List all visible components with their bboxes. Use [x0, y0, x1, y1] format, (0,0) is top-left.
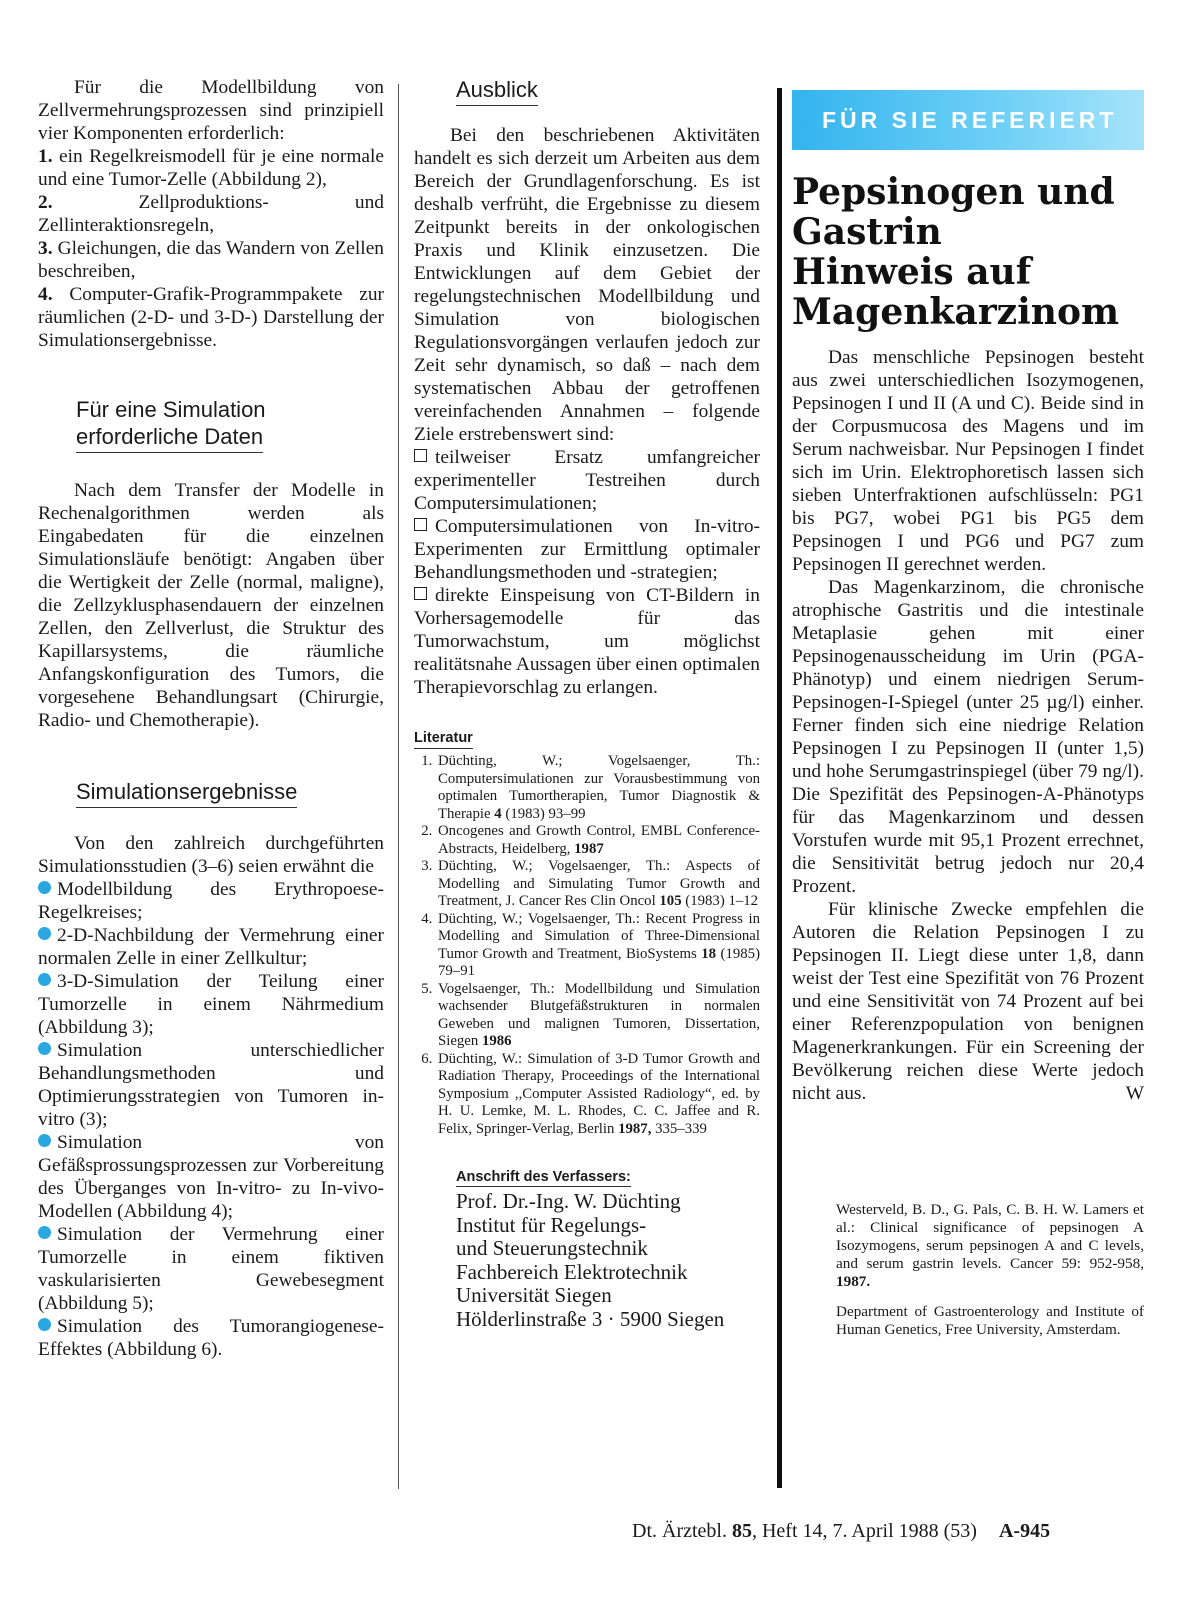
- page-number: A-945: [998, 1520, 1051, 1542]
- bullet-dot-icon: [38, 973, 51, 986]
- bullet-dot-icon: [38, 1226, 51, 1239]
- article-paragraph: Das menschliche Pepsinogen besteht aus zwei unterschiedlichen Isozymogenen, Pepsinogen I und II (A und C). Beide sind in der Corpusmucosa des Magens und im Serum nachweisbar. Nur Pepsinogen I findet sich im Urin. Elektrophoretisch lassen sich sieben Unterfraktionen aufschlüsseln: PG1 bis PG7, wobei PG1 bis PG5 dem Pepsinogen I und PG6 und PG7 zum Pepsinogen II gerechnet werden.: [792, 347, 1144, 575]
- list-item: Simulation des Tumorangiogenese-Effektes (Abbildung 6).: [38, 1316, 384, 1360]
- bullet-dot-icon: [38, 927, 51, 940]
- component-item: 3. Gleichungen, die das Wandern von Zellen beschreiben,: [38, 238, 384, 282]
- article-paragraph: Das Magenkarzinom, die chronische atrophische Gastritis und die intestinale Metaplasie gehen mit einer Pepsinogenausscheidung im Urin (PGA-Phänotyp) und einem niedrigen Serum-Pepsinogen-I-Spiegel (unter 25 µg/l) einher. Ferner finden sich eine niedrige Relation Pepsinogen I zu Pepsinogen II (unter 1,5) und hohe Serumgastrinspiegel (über 79 ng/l). Die Spezifität des Pepsinogen-A-Phänotyps für das Magenkarzinom und dessen Vorstufen wurde mit 95,1 Prozent errechnet, die Sensitivität betrug jedoch nur 20,4 Prozent.: [792, 577, 1144, 897]
- reference-item: 4. Düchting, W.; Vogelsaenger, Th.: Recent Progress in Modelling and Simulation of Three-Dimensional Tumor Growth and Treatment, BioSystems 18 (1985) 79–91: [436, 911, 760, 981]
- article-headline: Pepsinogen und Gastrin Hinweis auf Magenkarzinom: [792, 171, 1120, 333]
- source-department: Department of Gastroenterology and Institute of Human Genetics, Free University, Amsterdam.: [836, 1303, 1144, 1338]
- checkbox-square-icon: [414, 449, 427, 462]
- column-middle: [414, 76, 760, 1331]
- simulation-list: [38, 878, 384, 1361]
- section-divider: [777, 88, 782, 1488]
- source-block: [836, 1201, 1144, 1339]
- column-left: [38, 76, 384, 1361]
- component-item: 1. ein Regelkreismodell für je eine normale und eine Tumor-Zelle (Abbildung 2),: [38, 146, 384, 190]
- banner-label: FÜR SIE REFERIERT: [822, 106, 1118, 133]
- list-item: 3-D-Simulation der Teilung einer Tumorzelle in einem Nährmedium (Abbildung 3);: [38, 971, 384, 1038]
- goal-list: [414, 446, 760, 699]
- reference-item: 6. Düchting, W.: Simulation of 3-D Tumor Growth and Radiation Therapy, Proceedings of the International Symposium ,,Computer Assisted Radiology“, ed. by H. U. Lemke, M. L. Rhodes, C. C. Jaffee and R. Felix, Springer-Verlag, Berlin 1987, 335–339: [436, 1051, 760, 1139]
- list-item: 2-D-Nachbildung der Vermehrung einer normalen Zelle in einer Zellkultur;: [38, 925, 384, 969]
- checkbox-square-icon: [414, 587, 427, 600]
- bullet-dot-icon: [38, 881, 51, 894]
- literature-section: [414, 729, 760, 1138]
- list-item: Simulation unterschiedlicher Behandlungsmethoden und Optimierungsstrategien von Tumoren in-vitro (3);: [38, 1040, 384, 1130]
- column-right: [792, 90, 1144, 1339]
- literature-heading: Literatur: [414, 730, 473, 749]
- list-item: Simulation der Vermehrung einer Tumorzelle in einem fiktiven vaskularisierten Gewebesegment (Abbildung 5);: [38, 1224, 384, 1314]
- list-item: teilweiser Ersatz umfangreicher experimenteller Testreihen durch Computersimulationen;: [414, 447, 760, 514]
- component-list: [38, 145, 384, 352]
- list-item: Computersimulationen von In-vitro-Experimenten zur Ermittlung optimaler Behandlungsmethoden und -strategien;: [414, 516, 760, 583]
- article-paragraph: Für klinische Zwecke empfehlen die Autoren die Relation Pepsinogen I zu Pepsinogen II. Liegt diese unter 1,8, dann weist der Test eine Spezifität von 76 Prozent und eine Sensitivität von 74 Prozent auf bei einer Referenzpopulation von benignen Magenerkrankungen. Für ein Screening der Bevölkerung reichen diese Werte jedoch nicht aus. W: [792, 899, 1144, 1104]
- address-line: und Steuerungstechnik: [456, 1236, 648, 1260]
- reference-item: 5. Vogelsaenger, Th.: Modellbildung und Simulation wachsender Blutgefäßstrukturen in normalen Geweben und malignen Tumoren, Dissertation, Siegen 1986: [436, 981, 760, 1051]
- page-footer: Dt. Ärztebl. 85, Heft 14, 7. April 1988 (53) A-945: [632, 1520, 1051, 1542]
- list-item: direkte Einspeisung von CT-Bildern in Vorhersagemodelle für das Tumorwachstum, um möglichst realitätsnahe Aussagen über einen optimalen Therapievorschlag zu erlangen.: [414, 585, 760, 698]
- address-line: Fachbereich Elektrotechnik: [456, 1259, 688, 1284]
- reference-item: 2. Oncogenes and Growth Control, EMBL Conference-Abstracts, Heidelberg, 1987: [436, 823, 760, 858]
- author-signature: W: [1125, 1083, 1144, 1104]
- checkbox-square-icon: [414, 518, 427, 531]
- intro-paragraph: Für die Modellbildung von Zellvermehrungsprozessen sind prinzipiell vier Komponenten erforderlich:: [38, 77, 384, 144]
- daten-paragraph: Nach dem Transfer der Modelle in Rechenalgorithmen werden als Eingabedaten für die einzelnen Simulationsläufe benötigt: Angaben über die Wertigkeit der Zelle (normal, maligne), die Zellzyklusphasendauern der einzelnen Zellen, den Zellverlust, die Struktur des Kapillarsystems, die räumliche Anfangskonfiguration des Tumors, die vorgesehene Behandlungsart (Chirurgie, Radio- und Chemotherapie).: [38, 480, 384, 731]
- heading-daten: Für eine Simulation erforderliche Daten: [76, 396, 384, 453]
- reference-item: 3. Düchting, W.; Vogelsaenger, Th.: Aspects of Modelling and Simulating Tumor Growth and Treatment, J. Cancer Res Clin Oncol 105 (1983) 1–12: [436, 858, 760, 911]
- column-divider: [398, 84, 399, 1489]
- section-banner: [792, 90, 1144, 150]
- bullet-dot-icon: [38, 1042, 51, 1055]
- component-item: 4. Computer-Grafik-Programmpakete zur räumlichen (2-D- und 3-D-) Darstellung der Simulationsergebnisse.: [38, 284, 384, 351]
- list-item: Simulation von Gefäßsprossungsprozessen zur Vorbereitung des Überganges von In-vitro- zu In-vivo-Modellen (Abbildung 4);: [38, 1132, 384, 1222]
- reference-list: [414, 753, 760, 1138]
- ausblick-paragraph: Bei den beschriebenen Aktivitäten handelt es sich derzeit um Arbeiten aus dem Bereich der Grundlagenforschung. Es ist deshalb verfrüht, die Ergebnisse zu diesem Zeitpunkt bereits in der onkologischen Praxis und Klinik einzusetzen. Die Entwicklungen auf dem Gebiet der regelungstechnischen Modellbildung und Simulation von biologischen Regulationsvorgängen verlaufen jedoch zur Zeit sehr dynamisch, so daß – nach dem systematischen Abbau der getroffenen vereinfachenden Annahmen – folgende Ziele erstrebenswert sind:: [414, 125, 760, 445]
- reference-item: 1. Düchting, W.; Vogelsaenger, Th.: Computersimulationen zur Vorausbestimmung von optimalen Tumortherapien, Tumor Diagnostik & Therapie 4 (1983) 93–99: [436, 753, 760, 823]
- address-heading: Anschrift des Verfassers:: [456, 1169, 631, 1185]
- heading-ergebnisse: Simulationsergebnisse: [76, 778, 384, 808]
- heading-ausblick: Ausblick: [456, 76, 760, 106]
- component-item: 2. Zellproduktions- und Zellinteraktionsregeln,: [38, 192, 384, 236]
- ergebnisse-intro: Von den zahlreich durchgeführten Simulationsstudien (3–6) seien erwähnt die: [38, 833, 384, 877]
- source-citation: Westerveld, B. D., G. Pals, C. B. H. W. Lamers et al.: Clinical significance of pepsinogen A Isozymogens, serum pepsinogen A and C levels, and serum gastrin levels. Cancer 59: 952-958, 1987.: [836, 1201, 1144, 1290]
- list-item: Modellbildung des Erythropoese-Regelkreises;: [38, 879, 384, 923]
- author-address: [456, 1168, 760, 1331]
- address-line: Institut für Regelungs-: [456, 1212, 647, 1237]
- address-line: Universität Siegen: [456, 1283, 612, 1307]
- bullet-dot-icon: [38, 1134, 51, 1147]
- address-line: Prof. Dr.-Ing. W. Düchting: [456, 1189, 681, 1213]
- bullet-dot-icon: [38, 1318, 51, 1331]
- address-line: Hölderlinstraße 3 · 5900 Siegen: [456, 1306, 725, 1331]
